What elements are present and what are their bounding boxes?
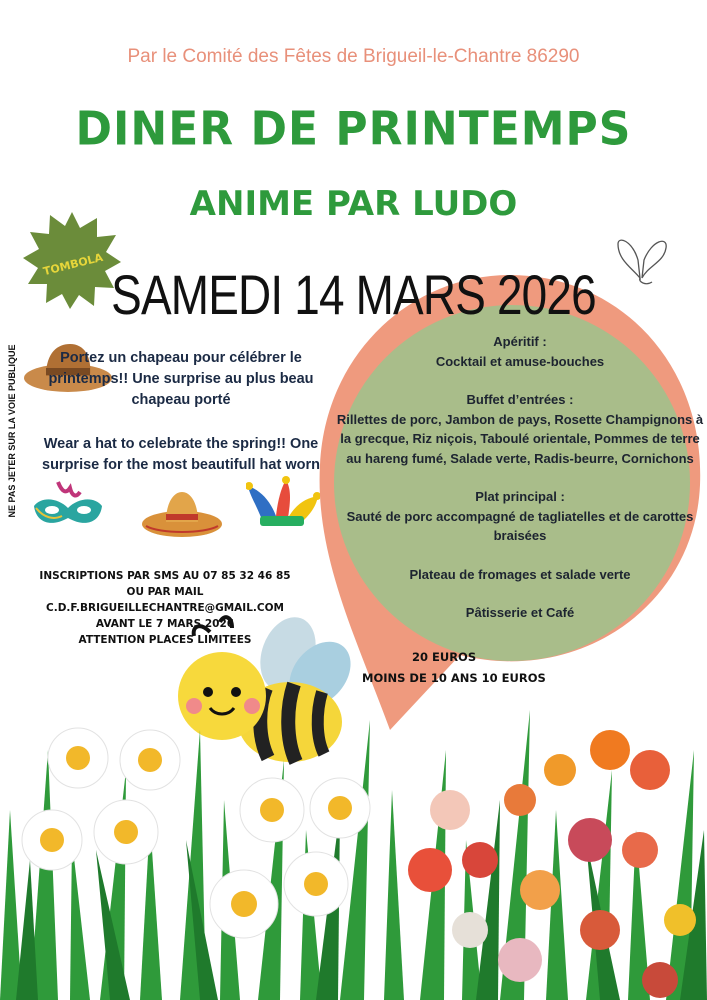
registration-line-deadline: AVANT LE 7 MARS 2026 xyxy=(95,618,235,630)
registration-line-sms: INSCRIPTIONS PAR SMS AU 07 85 32 46 85 xyxy=(39,570,291,582)
registration-line-limited: ATTENTION PLACES LIMITEES xyxy=(78,634,252,646)
aperitif-title: Apéritif : xyxy=(493,334,547,349)
menu-buffet xyxy=(335,390,705,468)
menu-content xyxy=(335,332,705,623)
plat-items: Sauté de porc accompagné de tagliatelles et de carottes braisées xyxy=(346,508,694,543)
menu-aperitif xyxy=(335,332,705,371)
menu-fromage: Plateau de fromages et salade verte xyxy=(409,566,631,582)
side-notice: NE PAS JETER SUR LA VOIE PUBLIQUE xyxy=(7,344,17,518)
aperitif-items: Cocktail et amuse-bouches xyxy=(435,353,605,369)
organizer-line: Par le Comité des Fêtes de Brigueil-le-Chantre 86290 xyxy=(127,46,580,67)
carnival-mask-icon xyxy=(28,478,108,534)
registration-line-mail: OU PAR MAIL C.D.F.BRIGUEILLECHANTRE@GMAIL.COM xyxy=(46,586,284,614)
menu-dessert: Pâtisserie et Café xyxy=(465,605,575,620)
buffet-items: Rillettes de porc, Jambon de pays, Rosette Champignons à la grecque, Riz niçois, Taboulé orientale, Pommes de terre au hareng fumé, Salade verte, Radis-beurre, Cornichons xyxy=(336,411,704,466)
hat-text-fr: Portez un chapeau pour célébrer le printemps!! Une surprise au plus beau chapeau porté xyxy=(48,350,314,408)
page-title: DINER DE PRINTEMPS xyxy=(75,102,632,157)
price-adult: 20 EUROS xyxy=(412,650,477,664)
event-date: SAMEDI 14 MARS 2026 xyxy=(111,263,596,326)
buffet-title: Buffet d’entrées : xyxy=(466,392,574,407)
page-subtitle: ANIME PAR LUDO xyxy=(189,184,518,224)
hat-text-en: Wear a hat to celebrate the spring!! One surprise for the most beautifull hat worn xyxy=(42,436,320,473)
sombrero-icon xyxy=(140,486,224,540)
jester-hat-icon xyxy=(246,476,320,532)
plat-title: Plat principal : xyxy=(475,489,565,504)
menu-plat xyxy=(335,487,705,546)
grass-meadow xyxy=(0,690,707,1000)
price-child: MOINS DE 10 ANS 10 EUROS xyxy=(362,671,546,685)
tombola-label: TOMBOLA xyxy=(41,250,105,279)
